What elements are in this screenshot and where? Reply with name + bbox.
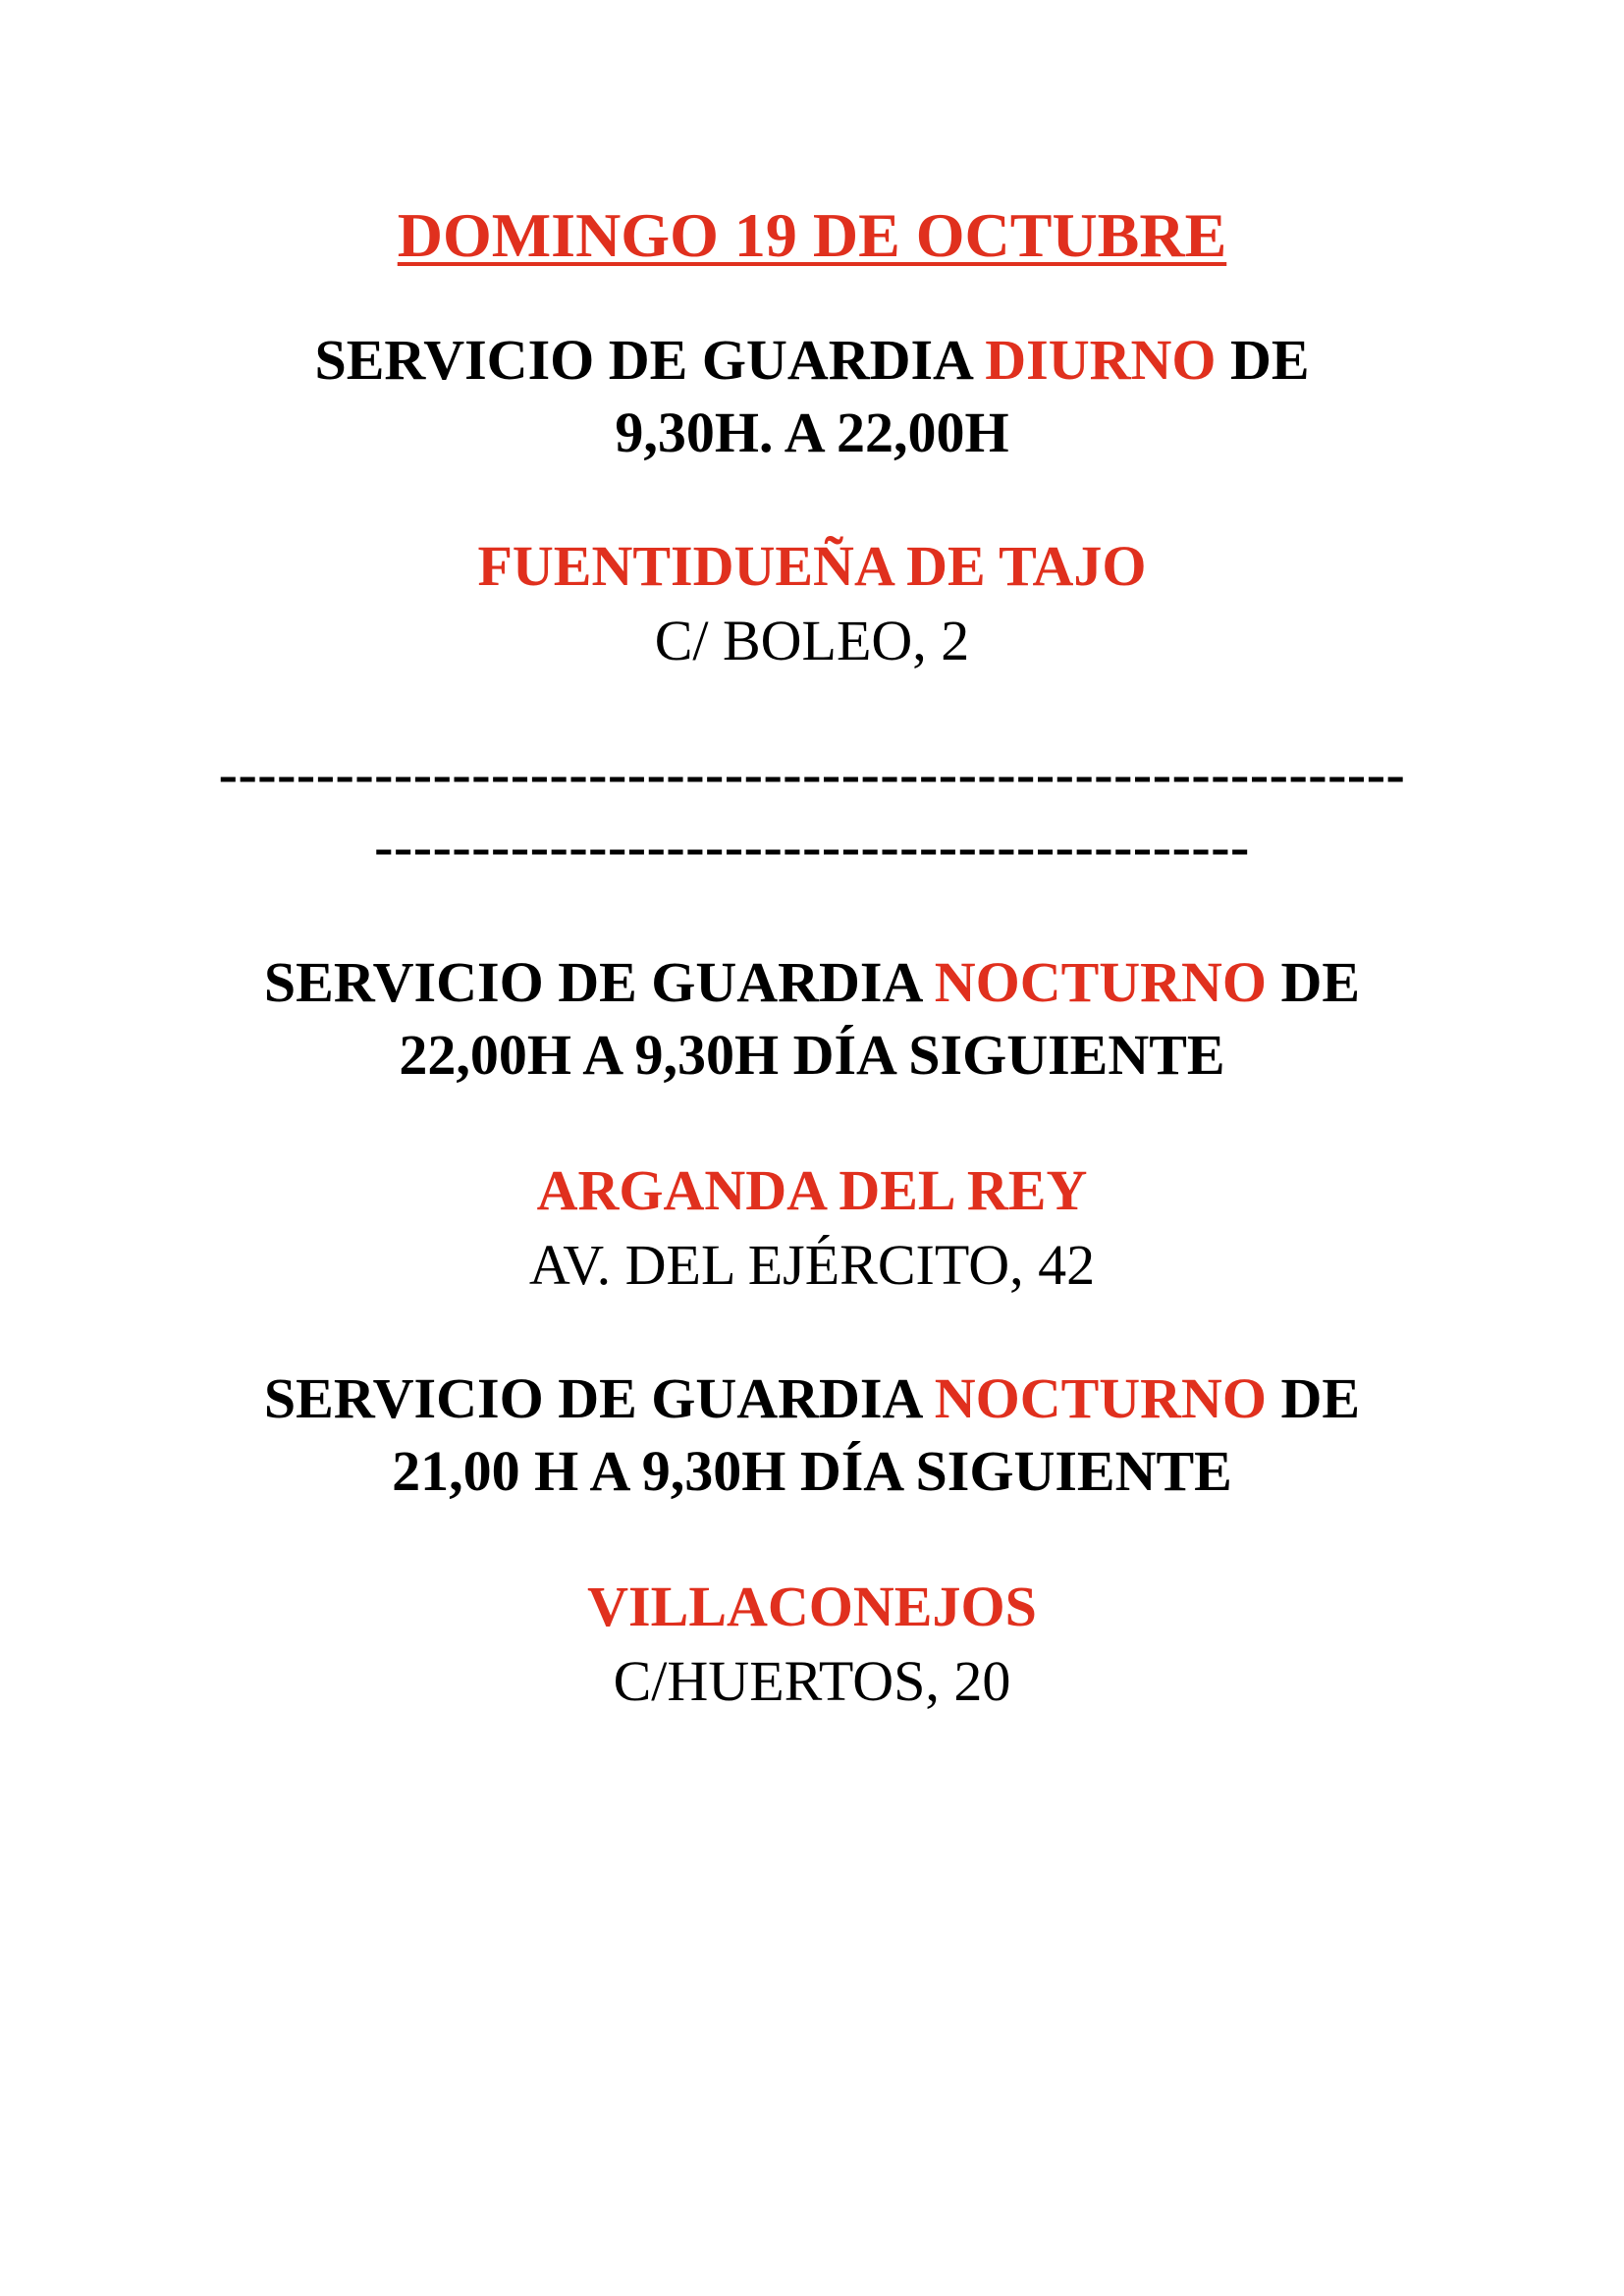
night-service-1-heading-pre: SERVICIO DE GUARDIA (263, 950, 935, 1014)
night-service-2-type: NOCTURNO (934, 1366, 1268, 1430)
day-service-address: C/ BOLEO, 2 (654, 609, 970, 672)
day-service-hours: 9,30H. A 22,00H (615, 400, 1009, 464)
night-service-2-hours: 21,00 H A 9,30H DÍA SIGUIENTE (392, 1439, 1232, 1503)
night-service-1-town: ARGANDA DEL REY (536, 1158, 1088, 1222)
separator-line-2: --------------------------------------------- (374, 815, 1250, 879)
day-service-town: FUENTIDUEÑA DE TAJO (477, 534, 1147, 598)
night-service-1-heading (0, 950, 1624, 1014)
night-service-2-heading-pre: SERVICIO DE GUARDIA (263, 1366, 935, 1430)
night-service-2-heading-post: DE (1267, 1366, 1361, 1430)
day-service-heading (0, 328, 1624, 392)
night-service-1-type: NOCTURNO (934, 950, 1268, 1014)
page-title: DOMINGO 19 DE OCTUBRE (397, 200, 1227, 270)
night-service-1-hours: 22,00H A 9,30H DÍA SIGUIENTE (399, 1023, 1225, 1087)
day-service-type: DIURNO (985, 328, 1217, 392)
night-service-1-heading-post: DE (1267, 950, 1361, 1014)
night-service-2-heading (0, 1366, 1624, 1430)
night-service-2-address: C/HUERTOS, 20 (613, 1649, 1011, 1713)
night-service-1-address: AV. DEL EJÉRCITO, 42 (528, 1233, 1096, 1297)
separator-line-1: ------------------------------------------------------------- (218, 742, 1406, 806)
day-service-heading-post: DE (1216, 328, 1310, 392)
night-service-2-town: VILLACONEJOS (587, 1575, 1037, 1638)
day-service-heading-pre: SERVICIO DE GUARDIA (314, 328, 986, 392)
